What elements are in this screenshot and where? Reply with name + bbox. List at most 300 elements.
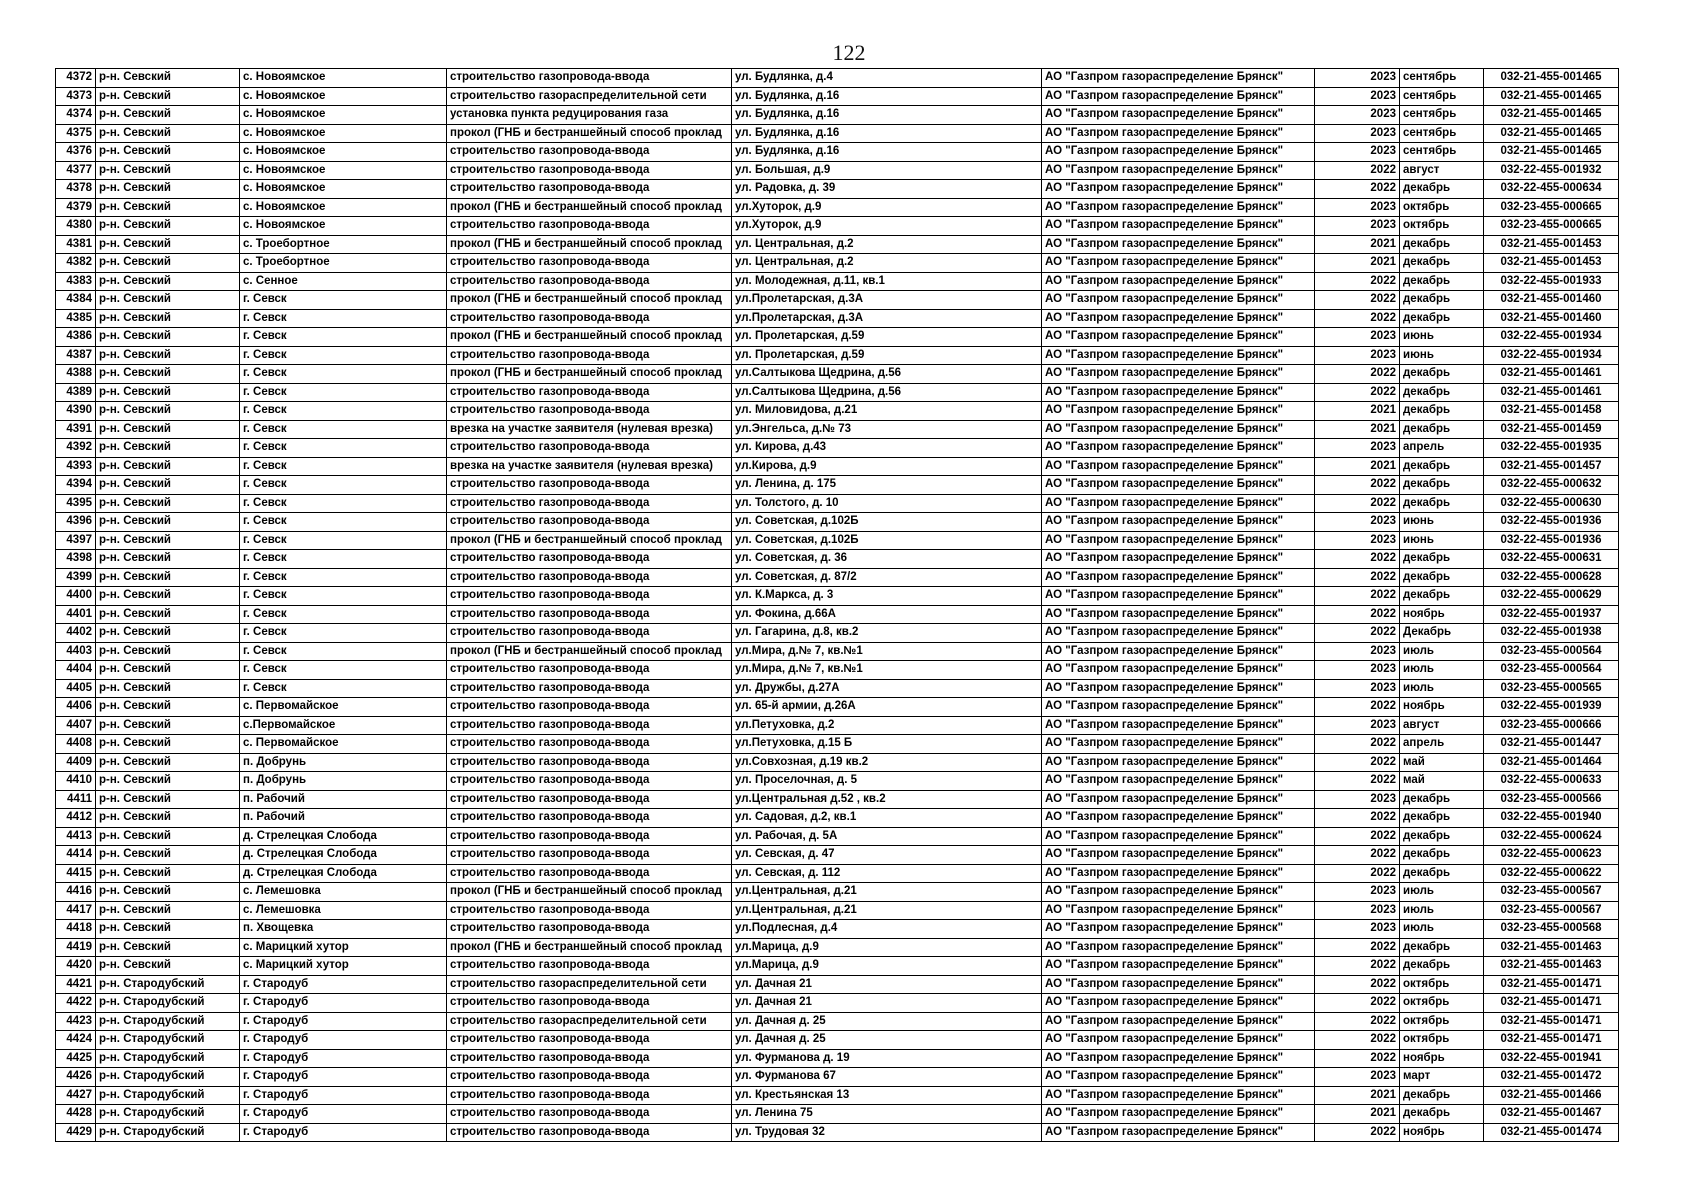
page-number: 122 <box>832 40 866 65</box>
address-cell: ул. Радовка, д. 39 <box>732 180 1042 199</box>
code-cell: 032-22-455-001939 <box>1484 698 1619 717</box>
month-cell: декабрь <box>1400 365 1484 384</box>
district-cell: р-н. Севский <box>96 180 240 199</box>
row-number-cell: 4428 <box>56 1105 96 1124</box>
row-number-cell: 4409 <box>56 753 96 772</box>
table-row <box>56 846 1619 865</box>
table-row <box>56 642 1619 661</box>
organization-cell: АО "Газпром газораспределение Брянск" <box>1042 420 1315 439</box>
table-row <box>56 439 1619 458</box>
address-cell: ул. Миловидова, д.21 <box>732 402 1042 421</box>
work-type-cell: строительство газопровода-ввода <box>447 180 732 199</box>
organization-cell: АО "Газпром газораспределение Брянск" <box>1042 309 1315 328</box>
row-number-cell: 4392 <box>56 439 96 458</box>
organization-cell: АО "Газпром газораспределение Брянск" <box>1042 957 1315 976</box>
district-cell: р-н. Севский <box>96 402 240 421</box>
organization-cell: АО "Газпром газораспределение Брянск" <box>1042 1031 1315 1050</box>
address-cell: ул.Салтыкова Щедрина, д.56 <box>732 383 1042 402</box>
address-cell: ул.Хуторок, д.9 <box>732 217 1042 236</box>
organization-cell: АО "Газпром газораспределение Брянск" <box>1042 235 1315 254</box>
code-cell: 032-22-455-001940 <box>1484 809 1619 828</box>
locality-cell: г. Севск <box>240 383 447 402</box>
code-cell: 032-23-455-000564 <box>1484 661 1619 680</box>
organization-cell: АО "Газпром газораспределение Брянск" <box>1042 661 1315 680</box>
year-cell: 2022 <box>1315 291 1400 310</box>
row-number-cell: 4387 <box>56 346 96 365</box>
code-cell: 032-21-455-001465 <box>1484 106 1619 125</box>
month-cell: октябрь <box>1400 1031 1484 1050</box>
year-cell: 2022 <box>1315 864 1400 883</box>
organization-cell: АО "Газпром газораспределение Брянск" <box>1042 198 1315 217</box>
row-number-cell: 4379 <box>56 198 96 217</box>
month-cell: декабрь <box>1400 809 1484 828</box>
year-cell: 2022 <box>1315 476 1400 495</box>
year-cell: 2023 <box>1315 217 1400 236</box>
table-row <box>56 346 1619 365</box>
district-cell: р-н. Севский <box>96 753 240 772</box>
month-cell: май <box>1400 753 1484 772</box>
organization-cell: АО "Газпром газораспределение Брянск" <box>1042 439 1315 458</box>
year-cell: 2022 <box>1315 494 1400 513</box>
work-type-cell: строительство газопровода-ввода <box>447 920 732 939</box>
locality-cell: г. Севск <box>240 439 447 458</box>
district-cell: р-н. Стародубский <box>96 1031 240 1050</box>
row-number-cell: 4375 <box>56 124 96 143</box>
address-cell: ул. Дачная 21 <box>732 975 1042 994</box>
work-type-cell: строительство газопровода-ввода <box>447 1123 732 1142</box>
district-cell: р-н. Стародубский <box>96 975 240 994</box>
month-cell: декабрь <box>1400 402 1484 421</box>
month-cell: июнь <box>1400 531 1484 550</box>
code-cell: 032-23-455-000665 <box>1484 198 1619 217</box>
work-type-cell: строительство газопровода-ввода <box>447 1105 732 1124</box>
locality-cell: г. Стародуб <box>240 975 447 994</box>
organization-cell: АО "Газпром газораспределение Брянск" <box>1042 901 1315 920</box>
row-number-cell: 4397 <box>56 531 96 550</box>
code-cell: 032-22-455-000630 <box>1484 494 1619 513</box>
district-cell: р-н. Севский <box>96 716 240 735</box>
address-cell: ул. Будлянка, д.4 <box>732 69 1042 88</box>
organization-cell: АО "Газпром газораспределение Брянск" <box>1042 1086 1315 1105</box>
district-cell: р-н. Севский <box>96 328 240 347</box>
work-type-cell: строительство газопровода-ввода <box>447 716 732 735</box>
work-type-cell: строительство газопровода-ввода <box>447 624 732 643</box>
code-cell: 032-21-455-001471 <box>1484 1012 1619 1031</box>
month-cell: сентябрь <box>1400 106 1484 125</box>
month-cell: ноябрь <box>1400 1123 1484 1142</box>
district-cell: р-н. Стародубский <box>96 1012 240 1031</box>
row-number-cell: 4417 <box>56 901 96 920</box>
code-cell: 032-22-455-001941 <box>1484 1049 1619 1068</box>
table-row <box>56 87 1619 106</box>
row-number-cell: 4426 <box>56 1068 96 1087</box>
work-type-cell: прокол (ГНБ и бестраншейный способ проклад <box>447 938 732 957</box>
district-cell: р-н. Севский <box>96 587 240 606</box>
district-cell: р-н. Севский <box>96 531 240 550</box>
address-cell: ул.Подлесная, д.4 <box>732 920 1042 939</box>
district-cell: р-н. Севский <box>96 790 240 809</box>
address-cell: ул.Пролетарская, д.3А <box>732 291 1042 310</box>
district-cell: р-н. Севский <box>96 661 240 680</box>
month-cell: декабрь <box>1400 457 1484 476</box>
year-cell: 2022 <box>1315 846 1400 865</box>
code-cell: 032-21-455-001463 <box>1484 957 1619 976</box>
work-type-cell: строительство газопровода-ввода <box>447 661 732 680</box>
locality-cell: с. Новоямское <box>240 217 447 236</box>
work-type-cell: врезка на участке заявителя (нулевая врезка) <box>447 420 732 439</box>
row-number-cell: 4398 <box>56 550 96 569</box>
code-cell: 032-21-455-001472 <box>1484 1068 1619 1087</box>
work-type-cell: строительство газопровода-ввода <box>447 605 732 624</box>
locality-cell: д. Стрелецкая Слобода <box>240 864 447 883</box>
work-type-cell: строительство газопровода-ввода <box>447 383 732 402</box>
work-type-cell: строительство газопровода-ввода <box>447 161 732 180</box>
month-cell: декабрь <box>1400 568 1484 587</box>
year-cell: 2023 <box>1315 642 1400 661</box>
work-type-cell: строительство газопровода-ввода <box>447 143 732 162</box>
work-type-cell: строительство газопровода-ввода <box>447 402 732 421</box>
work-type-cell: строительство газопровода-ввода <box>447 476 732 495</box>
work-type-cell: строительство газопровода-ввода <box>447 753 732 772</box>
work-type-cell: строительство газопровода-ввода <box>447 550 732 569</box>
code-cell: 032-21-455-001463 <box>1484 938 1619 957</box>
address-cell: ул.Петуховка, д.2 <box>732 716 1042 735</box>
work-type-cell: строительство газопровода-ввода <box>447 272 732 291</box>
month-cell: декабрь <box>1400 550 1484 569</box>
year-cell: 2021 <box>1315 1105 1400 1124</box>
locality-cell: г. Севск <box>240 309 447 328</box>
month-cell: октябрь <box>1400 1012 1484 1031</box>
address-cell: ул. Трудовая 32 <box>732 1123 1042 1142</box>
organization-cell: АО "Газпром газораспределение Брянск" <box>1042 69 1315 88</box>
row-number-cell: 4383 <box>56 272 96 291</box>
table-row <box>56 716 1619 735</box>
row-number-cell: 4399 <box>56 568 96 587</box>
table-row <box>56 587 1619 606</box>
district-cell: р-н. Севский <box>96 161 240 180</box>
code-cell: 032-21-455-001461 <box>1484 365 1619 384</box>
row-number-cell: 4388 <box>56 365 96 384</box>
district-cell: р-н. Стародубский <box>96 1105 240 1124</box>
district-cell: р-н. Стародубский <box>96 994 240 1013</box>
code-cell: 032-21-455-001464 <box>1484 753 1619 772</box>
address-cell: ул.Марица, д.9 <box>732 938 1042 957</box>
year-cell: 2023 <box>1315 679 1400 698</box>
locality-cell: г. Севск <box>240 420 447 439</box>
table-row <box>56 1049 1619 1068</box>
organization-cell: АО "Газпром газораспределение Брянск" <box>1042 587 1315 606</box>
organization-cell: АО "Газпром газораспределение Брянск" <box>1042 143 1315 162</box>
year-cell: 2022 <box>1315 753 1400 772</box>
table-row <box>56 975 1619 994</box>
month-cell: июль <box>1400 679 1484 698</box>
row-number-cell: 4390 <box>56 402 96 421</box>
table-row <box>56 735 1619 754</box>
work-type-cell: строительство газопровода-ввода <box>447 994 732 1013</box>
district-cell: р-н. Севский <box>96 772 240 791</box>
district-cell: р-н. Стародубский <box>96 1123 240 1142</box>
address-cell: ул.Мира, д.№ 7, кв.№1 <box>732 642 1042 661</box>
code-cell: 032-21-455-001453 <box>1484 235 1619 254</box>
work-type-cell: прокол (ГНБ и бестраншейный способ проклад <box>447 365 732 384</box>
district-cell: р-н. Стародубский <box>96 1049 240 1068</box>
address-cell: ул.Марица, д.9 <box>732 957 1042 976</box>
table-row <box>56 920 1619 939</box>
month-cell: октябрь <box>1400 975 1484 994</box>
year-cell: 2022 <box>1315 735 1400 754</box>
code-cell: 032-22-455-001936 <box>1484 513 1619 532</box>
table-row <box>56 143 1619 162</box>
work-type-cell: строительство газопровода-ввода <box>447 309 732 328</box>
address-cell: ул. Советская, д. 87/2 <box>732 568 1042 587</box>
month-cell: июнь <box>1400 328 1484 347</box>
work-type-cell: строительство газопровода-ввода <box>447 809 732 828</box>
table-row <box>56 309 1619 328</box>
district-cell: р-н. Севский <box>96 568 240 587</box>
code-cell: 032-22-455-000623 <box>1484 846 1619 865</box>
locality-cell: с. Лемешовка <box>240 883 447 902</box>
locality-cell: г. Севск <box>240 476 447 495</box>
address-cell: ул.Центральная, д.21 <box>732 901 1042 920</box>
organization-cell: АО "Газпром газораспределение Брянск" <box>1042 1123 1315 1142</box>
work-type-cell: прокол (ГНБ и бестраншейный способ проклад <box>447 883 732 902</box>
district-cell: р-н. Севский <box>96 365 240 384</box>
month-cell: сентябрь <box>1400 69 1484 88</box>
code-cell: 032-22-455-001933 <box>1484 272 1619 291</box>
row-number-cell: 4412 <box>56 809 96 828</box>
organization-cell: АО "Газпром газораспределение Брянск" <box>1042 476 1315 495</box>
table-row <box>56 513 1619 532</box>
year-cell: 2023 <box>1315 124 1400 143</box>
year-cell: 2021 <box>1315 235 1400 254</box>
address-cell: ул. Дружбы, д.27А <box>732 679 1042 698</box>
organization-cell: АО "Газпром газораспределение Брянск" <box>1042 1049 1315 1068</box>
address-cell: ул. Пролетарская, д.59 <box>732 346 1042 365</box>
locality-cell: с. Новоямское <box>240 69 447 88</box>
year-cell: 2022 <box>1315 309 1400 328</box>
table-row <box>56 106 1619 125</box>
code-cell: 032-21-455-001467 <box>1484 1105 1619 1124</box>
table-row <box>56 69 1619 88</box>
table-row <box>56 420 1619 439</box>
address-cell: ул. Севская, д. 47 <box>732 846 1042 865</box>
district-cell: р-н. Севский <box>96 198 240 217</box>
row-number-cell: 4420 <box>56 957 96 976</box>
district-cell: р-н. Севский <box>96 309 240 328</box>
locality-cell: г. Стародуб <box>240 994 447 1013</box>
locality-cell: д. Стрелецкая Слобода <box>240 846 447 865</box>
address-cell: ул.Совхозная, д.19 кв.2 <box>732 753 1042 772</box>
work-type-cell: строительство газопровода-ввода <box>447 772 732 791</box>
address-cell: ул. Ленина, д. 175 <box>732 476 1042 495</box>
row-number-cell: 4391 <box>56 420 96 439</box>
month-cell: март <box>1400 1068 1484 1087</box>
locality-cell: с. Новоямское <box>240 87 447 106</box>
work-type-cell: строительство газопровода-ввода <box>447 217 732 236</box>
year-cell: 2022 <box>1315 957 1400 976</box>
work-type-cell: прокол (ГНБ и бестраншейный способ проклад <box>447 235 732 254</box>
organization-cell: АО "Газпром газораспределение Брянск" <box>1042 531 1315 550</box>
organization-cell: АО "Газпром газораспределение Брянск" <box>1042 975 1315 994</box>
address-cell: ул. 65-й армии, д.26А <box>732 698 1042 717</box>
address-cell: ул.Хуторок, д.9 <box>732 198 1042 217</box>
locality-cell: п. Рабочий <box>240 809 447 828</box>
year-cell: 2022 <box>1315 827 1400 846</box>
year-cell: 2022 <box>1315 550 1400 569</box>
district-cell: р-н. Севский <box>96 550 240 569</box>
district-cell: р-н. Севский <box>96 106 240 125</box>
year-cell: 2022 <box>1315 605 1400 624</box>
locality-cell: с. Новоямское <box>240 161 447 180</box>
locality-cell: г. Стародуб <box>240 1049 447 1068</box>
address-cell: ул. К.Маркса, д. 3 <box>732 587 1042 606</box>
work-type-cell: строительство газопровода-ввода <box>447 587 732 606</box>
table-row <box>56 661 1619 680</box>
year-cell: 2023 <box>1315 69 1400 88</box>
district-cell: р-н. Севский <box>96 809 240 828</box>
row-number-cell: 4429 <box>56 1123 96 1142</box>
table-row <box>56 402 1619 421</box>
locality-cell: г. Стародуб <box>240 1068 447 1087</box>
locality-cell: г. Севск <box>240 531 447 550</box>
table-row <box>56 605 1619 624</box>
work-type-cell: прокол (ГНБ и бестраншейный способ проклад <box>447 642 732 661</box>
year-cell: 2022 <box>1315 624 1400 643</box>
address-cell: ул. Ленина 75 <box>732 1105 1042 1124</box>
work-type-cell: строительство газопровода-ввода <box>447 1086 732 1105</box>
district-cell: р-н. Севский <box>96 827 240 846</box>
address-cell: ул. Фокина, д.66А <box>732 605 1042 624</box>
row-number-cell: 4373 <box>56 87 96 106</box>
row-number-cell: 4400 <box>56 587 96 606</box>
row-number-cell: 4418 <box>56 920 96 939</box>
district-cell: р-н. Севский <box>96 346 240 365</box>
organization-cell: АО "Газпром газораспределение Брянск" <box>1042 1068 1315 1087</box>
address-cell: ул.Кирова, д.9 <box>732 457 1042 476</box>
code-cell: 032-21-455-001465 <box>1484 143 1619 162</box>
code-cell: 032-22-455-000628 <box>1484 568 1619 587</box>
code-cell: 032-21-455-001460 <box>1484 291 1619 310</box>
locality-cell: с. Новоямское <box>240 124 447 143</box>
year-cell: 2022 <box>1315 180 1400 199</box>
organization-cell: АО "Газпром газораспределение Брянск" <box>1042 254 1315 273</box>
code-cell: 032-23-455-000568 <box>1484 920 1619 939</box>
locality-cell: с. Лемешовка <box>240 901 447 920</box>
row-number-cell: 4380 <box>56 217 96 236</box>
organization-cell: АО "Газпром газораспределение Брянск" <box>1042 809 1315 828</box>
row-number-cell: 4407 <box>56 716 96 735</box>
code-cell: 032-22-455-000634 <box>1484 180 1619 199</box>
row-number-cell: 4394 <box>56 476 96 495</box>
table-row <box>56 1068 1619 1087</box>
district-cell: р-н. Севский <box>96 69 240 88</box>
organization-cell: АО "Газпром газораспределение Брянск" <box>1042 920 1315 939</box>
organization-cell: АО "Газпром газораспределение Брянск" <box>1042 494 1315 513</box>
work-type-cell: строительство газопровода-ввода <box>447 1049 732 1068</box>
table-row <box>56 291 1619 310</box>
code-cell: 032-22-455-001934 <box>1484 328 1619 347</box>
year-cell: 2022 <box>1315 568 1400 587</box>
year-cell: 2021 <box>1315 402 1400 421</box>
organization-cell: АО "Газпром газораспределение Брянск" <box>1042 457 1315 476</box>
code-cell: 032-22-455-000624 <box>1484 827 1619 846</box>
table-row <box>56 1031 1619 1050</box>
work-type-cell: врезка на участке заявителя (нулевая врезка) <box>447 457 732 476</box>
work-type-cell: строительство газораспределительной сети <box>447 87 732 106</box>
address-cell: ул.Энгельса, д.№ 73 <box>732 420 1042 439</box>
year-cell: 2023 <box>1315 513 1400 532</box>
work-type-cell: прокол (ГНБ и бестраншейный способ проклад <box>447 328 732 347</box>
table-row <box>56 457 1619 476</box>
locality-cell: с. Новоямское <box>240 198 447 217</box>
month-cell: ноябрь <box>1400 698 1484 717</box>
organization-cell: АО "Газпром газораспределение Брянск" <box>1042 624 1315 643</box>
table-row <box>56 235 1619 254</box>
locality-cell: г. Стародуб <box>240 1105 447 1124</box>
locality-cell: г. Севск <box>240 402 447 421</box>
month-cell: июль <box>1400 642 1484 661</box>
work-type-cell: строительство газопровода-ввода <box>447 568 732 587</box>
table-row <box>56 624 1619 643</box>
district-cell: р-н. Севский <box>96 217 240 236</box>
code-cell: 032-21-455-001457 <box>1484 457 1619 476</box>
code-cell: 032-23-455-000565 <box>1484 679 1619 698</box>
locality-cell: с. Сенное <box>240 272 447 291</box>
locality-cell: с. Марицкий хутор <box>240 957 447 976</box>
row-number-cell: 4408 <box>56 735 96 754</box>
organization-cell: АО "Газпром газораспределение Брянск" <box>1042 605 1315 624</box>
work-type-cell: прокол (ГНБ и бестраншейный способ проклад <box>447 291 732 310</box>
table-row <box>56 772 1619 791</box>
table-row <box>56 883 1619 902</box>
address-cell: ул. Будлянка, д.16 <box>732 124 1042 143</box>
district-cell: р-н. Севский <box>96 901 240 920</box>
address-cell: ул.Центральная, д.21 <box>732 883 1042 902</box>
locality-cell: г. Севск <box>240 457 447 476</box>
work-type-cell: строительство газопровода-ввода <box>447 1068 732 1087</box>
locality-cell: г. Стародуб <box>240 1086 447 1105</box>
month-cell: декабрь <box>1400 938 1484 957</box>
locality-cell: г. Севск <box>240 679 447 698</box>
row-number-cell: 4385 <box>56 309 96 328</box>
year-cell: 2023 <box>1315 531 1400 550</box>
code-cell: 032-21-455-001460 <box>1484 309 1619 328</box>
district-cell: р-н. Севский <box>96 883 240 902</box>
table-row <box>56 698 1619 717</box>
work-type-cell: строительство газопровода-ввода <box>447 254 732 273</box>
organization-cell: АО "Газпром газораспределение Брянск" <box>1042 124 1315 143</box>
month-cell: апрель <box>1400 735 1484 754</box>
organization-cell: АО "Газпром газораспределение Брянск" <box>1042 217 1315 236</box>
locality-cell: с. Марицкий хутор <box>240 938 447 957</box>
district-cell: р-н. Севский <box>96 735 240 754</box>
locality-cell: г. Севск <box>240 661 447 680</box>
year-cell: 2022 <box>1315 1049 1400 1068</box>
district-cell: р-н. Севский <box>96 124 240 143</box>
locality-cell: д. Стрелецкая Слобода <box>240 827 447 846</box>
locality-cell: г. Севск <box>240 550 447 569</box>
code-cell: 032-21-455-001465 <box>1484 124 1619 143</box>
code-cell: 032-23-455-000666 <box>1484 716 1619 735</box>
organization-cell: АО "Газпром газораспределение Брянск" <box>1042 180 1315 199</box>
year-cell: 2022 <box>1315 809 1400 828</box>
month-cell: сентябрь <box>1400 87 1484 106</box>
table-row <box>56 568 1619 587</box>
table-row <box>56 753 1619 772</box>
year-cell: 2023 <box>1315 920 1400 939</box>
year-cell: 2023 <box>1315 716 1400 735</box>
address-cell: ул.Мира, д.№ 7, кв.№1 <box>732 661 1042 680</box>
